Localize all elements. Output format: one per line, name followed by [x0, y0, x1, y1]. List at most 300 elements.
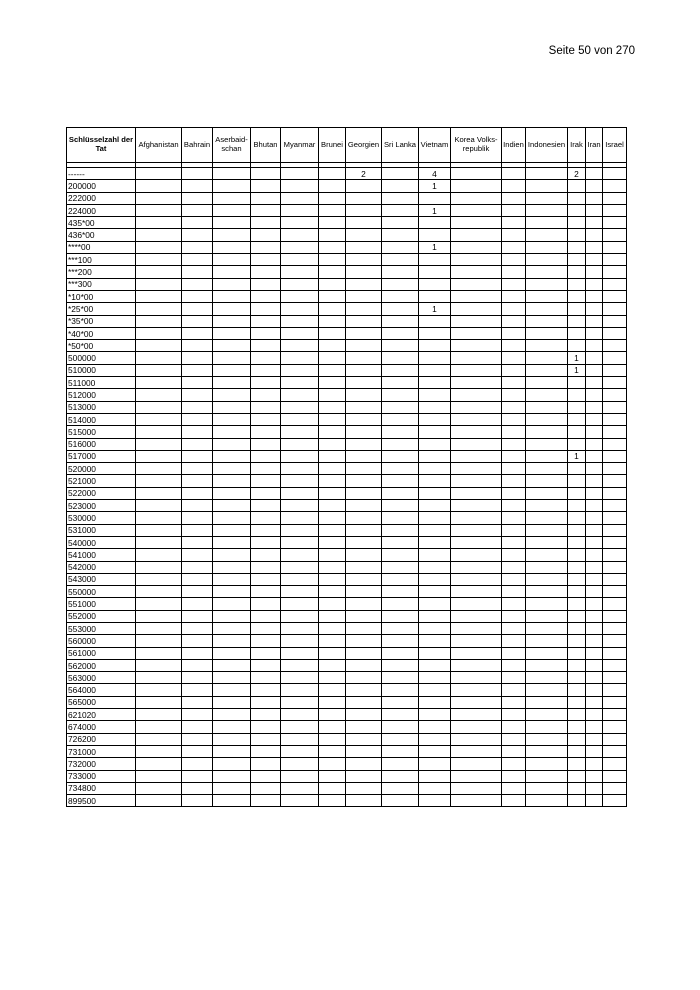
- count-cell: [451, 512, 502, 524]
- count-cell: [136, 389, 182, 401]
- count-cell: [136, 500, 182, 512]
- count-cell: [382, 241, 419, 253]
- count-cell: [451, 573, 502, 585]
- offense-key-cell: 516000: [67, 438, 136, 450]
- count-cell: [281, 733, 319, 745]
- count-cell: [502, 426, 526, 438]
- count-cell: [586, 524, 603, 536]
- count-cell: [213, 512, 251, 524]
- count-cell: [251, 377, 281, 389]
- count-cell: [603, 364, 627, 376]
- count-cell: [586, 463, 603, 475]
- table-row: [67, 204, 627, 216]
- count-cell: [319, 536, 346, 548]
- count-cell: [603, 782, 627, 794]
- count-cell: [346, 573, 382, 585]
- count-cell: [451, 426, 502, 438]
- table-row: [67, 327, 627, 339]
- count-cell: [382, 549, 419, 561]
- count-cell: [568, 180, 586, 192]
- count-cell: [182, 795, 213, 807]
- count-cell: [502, 745, 526, 757]
- count-cell: [586, 696, 603, 708]
- count-cell: [382, 377, 419, 389]
- count-cell: [136, 204, 182, 216]
- count-cell: [136, 315, 182, 327]
- table-row: [67, 487, 627, 499]
- count-cell: [213, 229, 251, 241]
- count-cell: [451, 303, 502, 315]
- count-cell: [319, 622, 346, 634]
- table-row: [67, 573, 627, 585]
- count-cell: [603, 696, 627, 708]
- count-cell: [182, 598, 213, 610]
- count-cell: [281, 204, 319, 216]
- count-cell: [419, 709, 451, 721]
- count-cell: [182, 758, 213, 770]
- count-cell: [346, 610, 382, 622]
- count-cell: [136, 536, 182, 548]
- count-cell: [136, 684, 182, 696]
- offense-key-cell: 551000: [67, 598, 136, 610]
- count-cell: [136, 782, 182, 794]
- count-cell: [526, 204, 568, 216]
- count-cell: [568, 795, 586, 807]
- count-cell: [281, 217, 319, 229]
- count-cell: [213, 586, 251, 598]
- count-cell: [346, 782, 382, 794]
- offense-key-cell: 510000: [67, 364, 136, 376]
- count-cell: [586, 278, 603, 290]
- count-cell: [526, 635, 568, 647]
- table-row: [67, 770, 627, 782]
- table-row: [67, 364, 627, 376]
- count-cell: [136, 770, 182, 782]
- count-cell: [568, 340, 586, 352]
- count-cell: [586, 782, 603, 794]
- offense-key-cell: 565000: [67, 696, 136, 708]
- count-cell: [346, 389, 382, 401]
- count-cell: [319, 586, 346, 598]
- table-row: [67, 795, 627, 807]
- count-cell: [213, 426, 251, 438]
- count-cell: [419, 586, 451, 598]
- count-cell: [319, 254, 346, 266]
- count-cell: [586, 709, 603, 721]
- count-cell: [319, 315, 346, 327]
- count-cell: [526, 168, 568, 180]
- count-cell: [451, 204, 502, 216]
- count-cell: [526, 622, 568, 634]
- count-cell: [451, 610, 502, 622]
- count-cell: [586, 168, 603, 180]
- count-cell: [603, 180, 627, 192]
- count-cell: [419, 278, 451, 290]
- count-cell: [346, 635, 382, 647]
- count-cell: [281, 610, 319, 622]
- count-cell: [182, 536, 213, 548]
- count-cell: [319, 487, 346, 499]
- count-cell: [319, 303, 346, 315]
- count-cell: [603, 561, 627, 573]
- column-header: Sri Lanka: [382, 128, 419, 163]
- count-cell: [281, 622, 319, 634]
- count-cell: [586, 352, 603, 364]
- count-cell: [382, 389, 419, 401]
- offense-key-cell: *10*00: [67, 290, 136, 302]
- count-cell: [251, 413, 281, 425]
- count-cell: [251, 180, 281, 192]
- count-cell: [251, 721, 281, 733]
- count-cell: [419, 315, 451, 327]
- count-cell: [502, 549, 526, 561]
- count-cell: [346, 475, 382, 487]
- count-cell: [586, 598, 603, 610]
- offense-key-cell: 564000: [67, 684, 136, 696]
- table-row: [67, 475, 627, 487]
- count-cell: [281, 389, 319, 401]
- count-cell: [251, 450, 281, 462]
- count-cell: [451, 377, 502, 389]
- count-cell: [346, 426, 382, 438]
- count-cell: [419, 610, 451, 622]
- count-cell: [419, 340, 451, 352]
- count-cell: [526, 290, 568, 302]
- count-cell: [281, 536, 319, 548]
- column-header: Bahrain: [182, 128, 213, 163]
- count-cell: [502, 168, 526, 180]
- count-cell: [568, 721, 586, 733]
- count-cell: [526, 684, 568, 696]
- count-cell: [451, 487, 502, 499]
- count-cell: [526, 733, 568, 745]
- table-row: [67, 549, 627, 561]
- count-cell: [526, 598, 568, 610]
- count-cell: [251, 204, 281, 216]
- count-cell: [213, 450, 251, 462]
- count-cell: [586, 377, 603, 389]
- count-cell: [281, 426, 319, 438]
- count-cell: [251, 696, 281, 708]
- count-cell: [346, 401, 382, 413]
- count-cell: [182, 549, 213, 561]
- count-cell: [182, 512, 213, 524]
- count-cell: [586, 745, 603, 757]
- column-header: Myanmar: [281, 128, 319, 163]
- count-cell: [603, 672, 627, 684]
- count-cell: [281, 377, 319, 389]
- count-cell: [502, 192, 526, 204]
- count-cell: [213, 709, 251, 721]
- count-cell: [319, 463, 346, 475]
- count-cell: [382, 463, 419, 475]
- column-header: Brunei: [319, 128, 346, 163]
- offense-key-cell: 553000: [67, 622, 136, 634]
- count-cell: [281, 758, 319, 770]
- count-cell: [213, 389, 251, 401]
- count-cell: [419, 721, 451, 733]
- count-cell: [526, 512, 568, 524]
- count-cell: [451, 782, 502, 794]
- count-cell: [603, 647, 627, 659]
- count-cell: [451, 598, 502, 610]
- count-cell: [382, 684, 419, 696]
- count-cell: [182, 377, 213, 389]
- count-cell: [281, 438, 319, 450]
- column-header: Israel: [603, 128, 627, 163]
- count-cell: [182, 352, 213, 364]
- count-cell: [586, 241, 603, 253]
- offense-key-cell: 531000: [67, 524, 136, 536]
- count-cell: [281, 573, 319, 585]
- count-cell: [136, 721, 182, 733]
- count-cell: [568, 389, 586, 401]
- count-cell: [451, 758, 502, 770]
- count-cell: [419, 536, 451, 548]
- table-row: [67, 229, 627, 241]
- offense-key-cell: 513000: [67, 401, 136, 413]
- count-cell: [251, 290, 281, 302]
- count-cell: [603, 450, 627, 462]
- count-cell: [502, 463, 526, 475]
- count-cell: [586, 795, 603, 807]
- count-cell: [346, 450, 382, 462]
- count-cell: [281, 192, 319, 204]
- count-cell: [319, 401, 346, 413]
- count-cell: [568, 500, 586, 512]
- count-cell: [346, 217, 382, 229]
- count-cell: [568, 573, 586, 585]
- count-cell: [502, 266, 526, 278]
- count-cell: [451, 180, 502, 192]
- count-cell: [502, 229, 526, 241]
- count-cell: [451, 327, 502, 339]
- count-cell: [526, 758, 568, 770]
- count-cell: [136, 426, 182, 438]
- count-cell: [502, 500, 526, 512]
- count-cell: [419, 647, 451, 659]
- offense-key-cell: 561000: [67, 647, 136, 659]
- count-cell: [136, 758, 182, 770]
- count-cell: [213, 598, 251, 610]
- count-cell: [502, 512, 526, 524]
- count-cell: [451, 709, 502, 721]
- count-cell: [346, 438, 382, 450]
- count-cell: [382, 475, 419, 487]
- count-cell: [319, 426, 346, 438]
- count-cell: [281, 659, 319, 671]
- count-cell: [382, 745, 419, 757]
- count-cell: [451, 340, 502, 352]
- count-cell: [136, 364, 182, 376]
- count-cell: [213, 475, 251, 487]
- count-cell: [586, 758, 603, 770]
- count-cell: [346, 377, 382, 389]
- count-cell: [319, 475, 346, 487]
- count-cell: [568, 413, 586, 425]
- count-cell: [382, 647, 419, 659]
- count-cell: [319, 709, 346, 721]
- count-cell: [419, 389, 451, 401]
- count-cell: [451, 721, 502, 733]
- count-cell: [182, 303, 213, 315]
- count-cell: [251, 573, 281, 585]
- count-cell: [251, 315, 281, 327]
- count-cell: [346, 549, 382, 561]
- count-cell: [213, 758, 251, 770]
- count-cell: [586, 635, 603, 647]
- count-cell: [568, 512, 586, 524]
- count-cell: [281, 475, 319, 487]
- count-cell: [419, 426, 451, 438]
- count-cell: [603, 192, 627, 204]
- count-cell: [526, 401, 568, 413]
- count-cell: [251, 709, 281, 721]
- count-cell: [382, 635, 419, 647]
- column-header: Irak: [568, 128, 586, 163]
- count-cell: [451, 500, 502, 512]
- count-cell: [319, 229, 346, 241]
- count-cell: [586, 290, 603, 302]
- count-cell: [502, 254, 526, 266]
- count-cell: [451, 364, 502, 376]
- count-cell: [419, 733, 451, 745]
- count-cell: [213, 500, 251, 512]
- count-cell: [526, 770, 568, 782]
- count-cell: [136, 254, 182, 266]
- count-cell: [603, 475, 627, 487]
- count-cell: [526, 672, 568, 684]
- column-header: Georgien: [346, 128, 382, 163]
- count-cell: [419, 229, 451, 241]
- header-row: [67, 128, 627, 163]
- count-cell: [213, 672, 251, 684]
- count-cell: 1: [419, 204, 451, 216]
- count-cell: [419, 598, 451, 610]
- count-cell: [568, 733, 586, 745]
- count-cell: [382, 733, 419, 745]
- count-cell: [281, 340, 319, 352]
- count-cell: [586, 413, 603, 425]
- count-cell: [419, 696, 451, 708]
- count-cell: [213, 278, 251, 290]
- count-cell: [586, 487, 603, 499]
- count-cell: [251, 352, 281, 364]
- count-cell: [502, 770, 526, 782]
- table-row: [67, 672, 627, 684]
- count-cell: [182, 204, 213, 216]
- count-cell: [319, 758, 346, 770]
- count-cell: [526, 487, 568, 499]
- count-cell: [502, 315, 526, 327]
- count-cell: [182, 696, 213, 708]
- offense-key-cell: 500000: [67, 352, 136, 364]
- count-cell: [603, 463, 627, 475]
- offense-key-cell: 522000: [67, 487, 136, 499]
- count-cell: [213, 290, 251, 302]
- count-cell: [319, 745, 346, 757]
- count-cell: [451, 745, 502, 757]
- count-cell: [346, 536, 382, 548]
- count-cell: [526, 364, 568, 376]
- offense-key-cell: 550000: [67, 586, 136, 598]
- column-header: Korea Volks- republik: [451, 128, 502, 163]
- count-cell: [451, 696, 502, 708]
- count-cell: [502, 733, 526, 745]
- count-cell: [382, 327, 419, 339]
- count-cell: [568, 672, 586, 684]
- count-cell: [526, 721, 568, 733]
- count-cell: [182, 672, 213, 684]
- count-cell: [382, 500, 419, 512]
- count-cell: [281, 795, 319, 807]
- count-cell: [182, 241, 213, 253]
- count-cell: [213, 180, 251, 192]
- count-cell: [281, 364, 319, 376]
- count-cell: [213, 168, 251, 180]
- count-cell: [382, 217, 419, 229]
- count-cell: [382, 204, 419, 216]
- count-cell: [502, 377, 526, 389]
- count-cell: [526, 254, 568, 266]
- count-cell: [382, 229, 419, 241]
- count-cell: [136, 241, 182, 253]
- count-cell: [346, 266, 382, 278]
- count-cell: [419, 377, 451, 389]
- offense-key-cell: ***100: [67, 254, 136, 266]
- count-cell: [451, 795, 502, 807]
- count-cell: [586, 364, 603, 376]
- count-cell: [251, 622, 281, 634]
- count-cell: [382, 168, 419, 180]
- count-cell: [502, 327, 526, 339]
- count-cell: [502, 696, 526, 708]
- count-cell: [346, 745, 382, 757]
- count-cell: [526, 500, 568, 512]
- offense-key-cell: 674000: [67, 721, 136, 733]
- offense-key-cell: ****00: [67, 241, 136, 253]
- count-cell: [319, 266, 346, 278]
- count-cell: [319, 598, 346, 610]
- count-cell: [419, 364, 451, 376]
- count-cell: [182, 721, 213, 733]
- count-cell: [526, 352, 568, 364]
- count-cell: [136, 745, 182, 757]
- count-cell: [382, 303, 419, 315]
- count-cell: [182, 315, 213, 327]
- count-cell: [382, 524, 419, 536]
- count-cell: [568, 709, 586, 721]
- count-cell: [526, 745, 568, 757]
- count-cell: [382, 622, 419, 634]
- count-cell: [213, 266, 251, 278]
- count-cell: [451, 635, 502, 647]
- count-cell: [319, 573, 346, 585]
- count-cell: [213, 561, 251, 573]
- count-cell: [526, 315, 568, 327]
- count-cell: [586, 500, 603, 512]
- count-cell: [451, 401, 502, 413]
- count-cell: [182, 610, 213, 622]
- count-cell: [182, 413, 213, 425]
- offense-key-cell: 436*00: [67, 229, 136, 241]
- count-cell: [251, 303, 281, 315]
- count-cell: [319, 217, 346, 229]
- count-cell: [281, 487, 319, 499]
- count-cell: [586, 721, 603, 733]
- count-cell: [182, 561, 213, 573]
- count-cell: [182, 487, 213, 499]
